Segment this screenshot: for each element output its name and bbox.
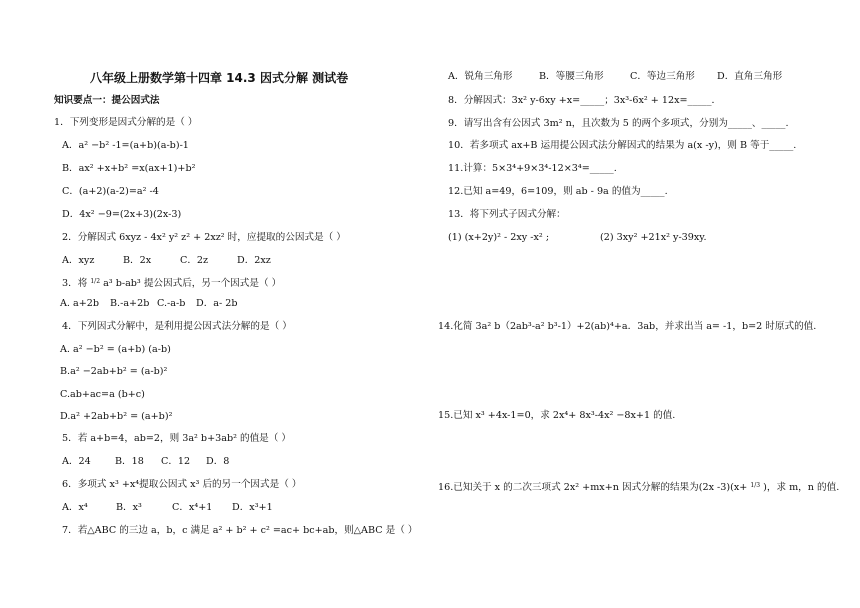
q5-option-c: C．12 <box>161 456 191 467</box>
q16-text-post: )，求 m，n 的值. <box>763 482 840 493</box>
q7-option-a: A．锐角三角形 <box>448 71 513 82</box>
q3-options <box>54 298 414 310</box>
question-5: 5．若 a+b=4，ab=2，则 3a² b+3ab² 的值是（ ） <box>62 433 291 444</box>
q4-option-c: C.ab+ac=a (b+c) <box>60 389 145 400</box>
question-9: 9．请写出含有公因式 3m² n，且次数为 5 的两个多项式，分别为_____、_____. <box>448 118 789 129</box>
q4-option-a: A. a² −b² = (a+b) (a-b) <box>60 344 171 355</box>
q5-option-d: D．8 <box>206 456 230 467</box>
question-1: 1．下列变形是因式分解的是（ ） <box>54 117 198 128</box>
q5-option-b: B．18 <box>115 456 144 467</box>
q4-option-d: D.a² +2ab+b² = (a+b)² <box>60 411 173 422</box>
q7-options <box>448 71 848 83</box>
q1-option-b: B．ax² +x+b² =x(ax+1)+b² <box>62 163 196 174</box>
q13-part-2: (2) 3xy² +21x² y-39xy. <box>600 232 707 243</box>
q6-option-a: A．x⁴ <box>62 502 88 513</box>
section-heading: 知识要点一：提公因式法 <box>54 95 160 106</box>
question-16 <box>438 482 839 494</box>
q2-option-b: B．2x <box>123 255 152 266</box>
question-6: 6．多项式 x³ +x⁴提取公因式 x³ 后的另一个因式是（ ） <box>62 479 302 490</box>
question-8: 8．分解因式：3x² y-6xy +x=_____；3x³-6x² + 12x=_____． <box>448 95 722 106</box>
q3-option-a: A. a+2b <box>60 298 100 309</box>
question-11: 11.计算：5×3⁴+9×3⁴-12×3⁴=_____. <box>448 163 617 174</box>
q5-options <box>54 456 414 468</box>
q7-option-b: B．等腰三角形 <box>539 71 604 82</box>
q13-part-1: (1) (x+2y)² - 2xy -x² ; <box>448 232 550 243</box>
q2-option-c: C．2z <box>180 255 209 266</box>
q6-option-b: B．x³ <box>116 502 142 513</box>
q4-option-b: B.a² −2ab+b² = (a-b)² <box>60 366 168 377</box>
q7-option-d: D．直角三角形 <box>717 71 783 82</box>
q5-option-a: A．24 <box>62 456 91 467</box>
question-14: 14.化简 3a² b（2ab³-a² b³-1）+2(ab)⁴+a．3ab，并求出当 a= -1，b=2 时原式的值. <box>438 321 817 332</box>
question-7: 7．若△ABC 的三边 a，b，c 满足 a² + b² + c² =ac+ bc+ab，则△ABC 是（ ） <box>62 525 418 536</box>
q3-fraction: 1/2 <box>90 278 101 285</box>
q3-option-d: D．a- 2b <box>196 298 238 309</box>
question-2: 2．分解因式 6xyz - 4x² y² z² + 2xz² 时，应提取的公因式是（ ） <box>62 232 346 243</box>
q3-option-c: C.-a-b <box>157 298 186 309</box>
q6-option-d: D．x³+1 <box>232 502 273 513</box>
q7-option-c: C．等边三角形 <box>630 71 695 82</box>
question-13: 13．将下列式子因式分解： <box>448 209 566 220</box>
q1-option-a: A．a² −b² -1=(a+b)(a-b)-1 <box>62 140 189 151</box>
q1-option-c: C．(a+2)(a-2)=a² -4 <box>62 186 159 197</box>
question-3 <box>62 278 281 290</box>
q2-option-d: D．2xz <box>237 255 271 266</box>
question-10: 10．若多项式 ax+B 运用提公因式法分解因式的结果为 a(x -y)，则 B 等于_____. <box>448 140 797 151</box>
q2-options <box>54 255 414 267</box>
question-4: 4．下列因式分解中，是利用提公因式法分解的是（ ） <box>62 321 292 332</box>
q3-text-pre: 3．将 <box>62 278 88 289</box>
q2-option-a: A．xyz <box>62 255 95 266</box>
q3-text-post: a³ b-ab³ 提公因式后，另一个因式是（ ） <box>103 278 282 289</box>
page-title: 八年级上册数学第十四章 14.3 因式分解 测试卷 <box>90 71 349 85</box>
question-12: 12.已知 a=49，6=109，则 ab - 9a 的值为_____. <box>448 186 668 197</box>
q16-text-pre: 16.已知关于 x 的二次三项式 2x² +mx+n 因式分解的结果为(2x -3)(x+ <box>438 482 748 493</box>
q3-option-b: B.-a+2b <box>110 298 150 309</box>
q1-option-d: D．4x² −9=(2x+3)(2x-3) <box>62 209 182 220</box>
q6-options <box>54 502 414 514</box>
question-15: 15.已知 x³ +4x-1=0，求 2x⁴+ 8x³-4x² −8x+1 的值. <box>438 410 676 421</box>
q16-fraction: 1/3 <box>750 482 761 489</box>
q6-option-c: C．x⁴+1 <box>172 502 213 513</box>
